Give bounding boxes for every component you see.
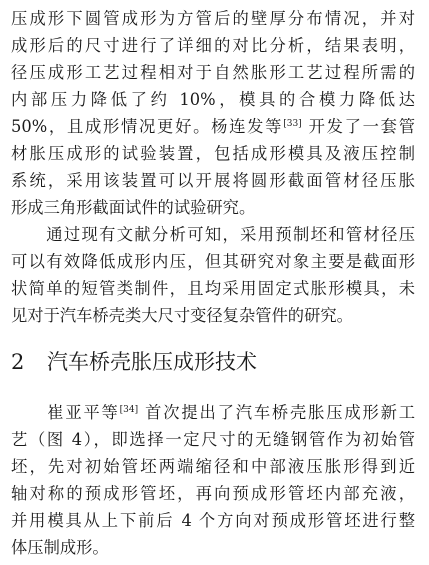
line-text: 50%，且成形情况更好。杨连发等: [11, 117, 284, 136]
paragraph-line: 艺（图 4），即选择一定尺寸的无缝钢管作为初始管: [11, 430, 415, 449]
line-text: 首次提出了汽车桥壳胀压成形新工: [138, 403, 415, 422]
paragraph-line: 见对于汽车桥壳类大尺寸变径复杂管件的研究。: [11, 306, 353, 325]
paragraph-line: 压成形下圆管成形为方管后的壁厚分布情况，并对: [11, 9, 415, 28]
paragraph-line: [11, 114, 415, 140]
paragraph-line: 内部压力降低了约 10%，模具的合模力降低达: [11, 90, 415, 109]
paragraph-line: 成形后的尺寸进行了详细的对比分析，结果表明，: [11, 36, 415, 55]
paragraph-line: 可以有效降低成形内压，但其研究对象主要是截面形: [11, 252, 415, 271]
paragraph-line: [11, 400, 415, 426]
paragraph-line: 形成三角形截面试件的试验研究。: [11, 198, 256, 217]
line-text: 崔亚平等: [11, 403, 120, 422]
paragraph-line: 通过现有文献分析可知，采用预制坯和管材径压: [11, 225, 415, 244]
paragraph-line: 轴对称的预成形管坯，再向预成形管坯内部充液，: [11, 484, 415, 503]
citation-ref: [33]: [283, 119, 302, 129]
section-heading: [11, 343, 415, 381]
paragraph-line: 并用模具从上下前后 4 个方向对预成形管坯进行整: [11, 511, 415, 530]
paragraph-line: 系统，采用该装置可以开展将圆形截面管材径压胀: [11, 171, 415, 190]
paragraph-line: 径压成形工艺过程相对于自然胀形工艺过程所需的: [11, 63, 415, 82]
section-title: 汽车桥壳胀压成形技术: [47, 350, 257, 374]
paragraph-line: 状简单的短管类制件，且均采用固定式胀形模具，未: [11, 279, 415, 298]
line-text: 开发了一套管: [301, 117, 415, 136]
paragraph-line: 体压制成形。: [11, 538, 109, 557]
citation-ref: [34]: [119, 405, 139, 415]
paragraph-line: 坯，先对初始管坯两端缩径和中部液压胀形得到近: [11, 457, 415, 476]
section-number: 2: [11, 350, 25, 374]
paragraph-line: 材胀压成形的试验装置，包括成形模具及液压控制: [11, 144, 415, 163]
